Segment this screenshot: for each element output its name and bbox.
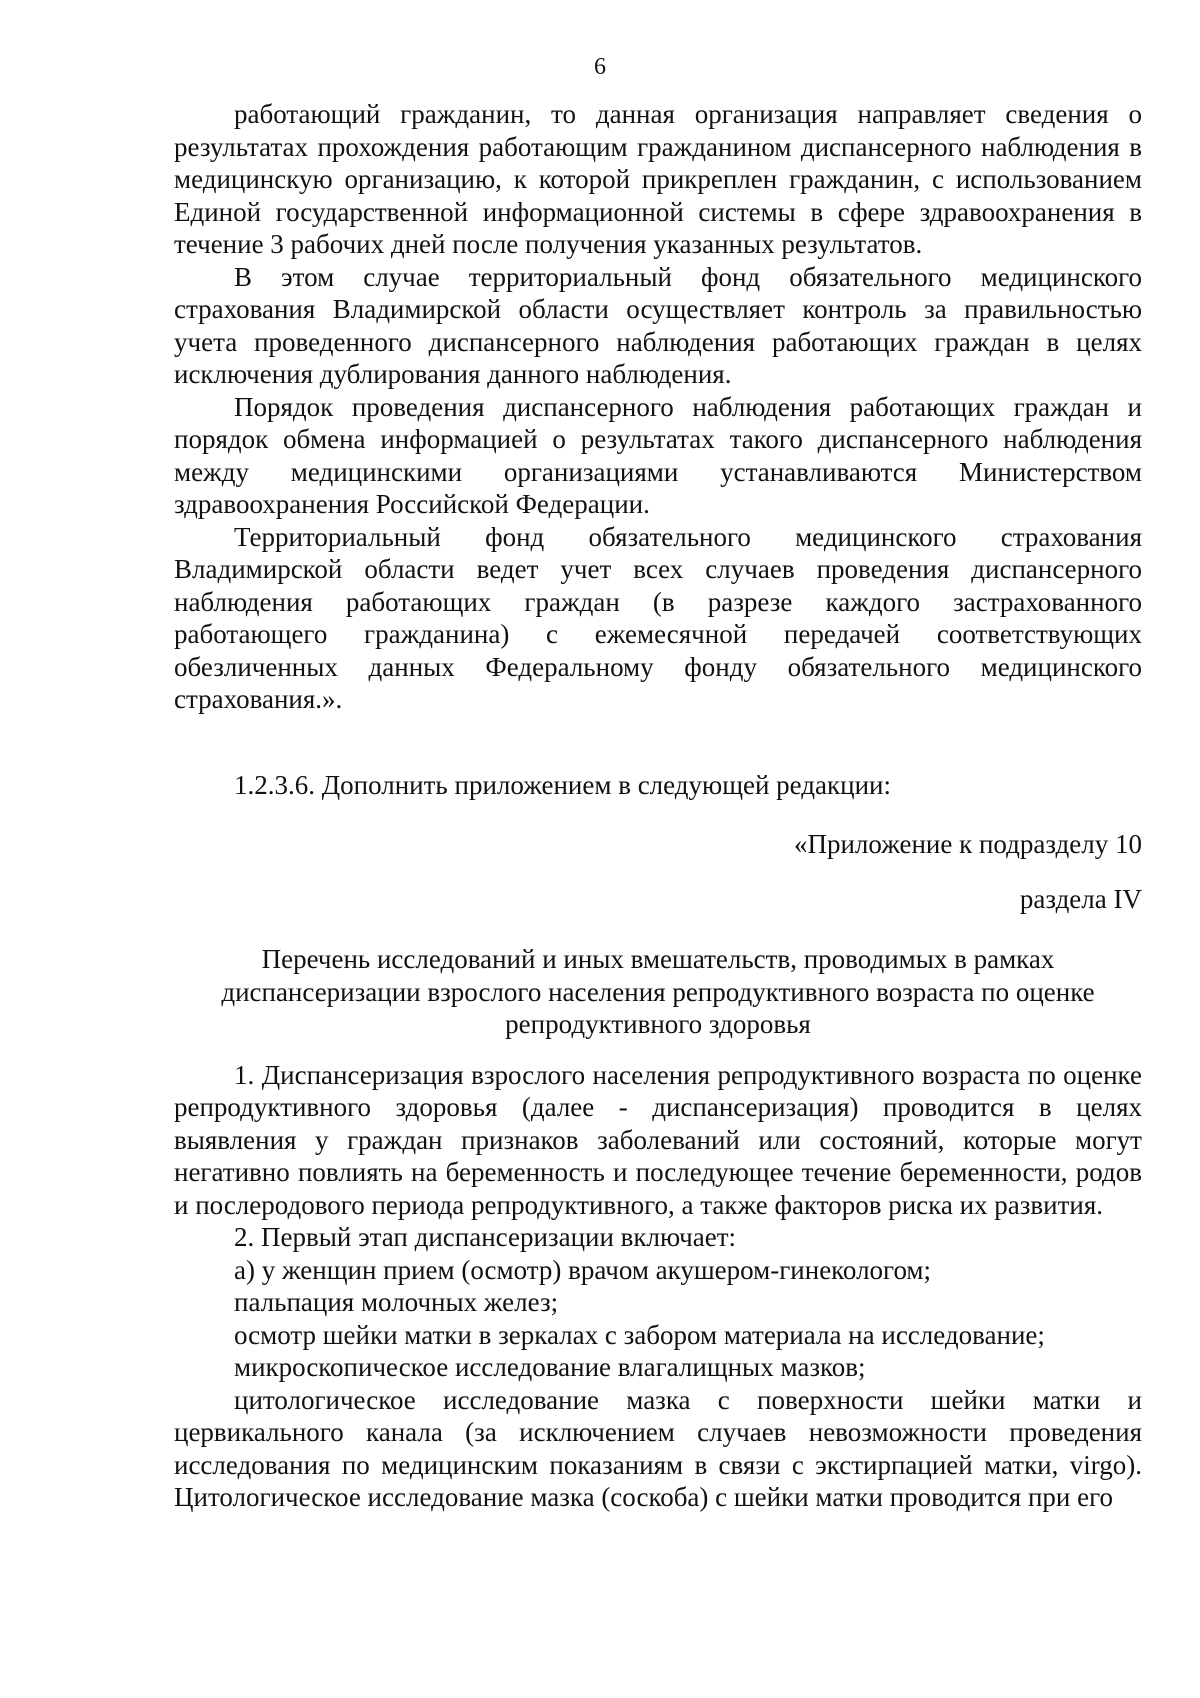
appendix-heading: Перечень исследований и иных вмешательств, проводимых в рамках диспансеризации взрослого населения репродуктивного возраста по оценке репродуктивного здоровья [221,944,1095,1039]
list-item: цитологическое исследование мазка с поверхности шейки матки и цервикального канала (за исключением случаев невозможности проведения исследования по медицинским показаниям в связи с экстирпацией матки, virgo). Цитологическое исследование мазка (соскоба) с шейки матки проводится при его [174,1384,1142,1512]
list-item: осмотр шейки матки в зеркалах с забором материала на исследование; [234,1319,1045,1350]
paragraph: 1. Диспансеризация взрослого населения репродуктивного возраста по оценке репродуктивного здоровья (далее - диспансеризация) проводится в целях выявления у граждан признаков заболеваний или состояний, которые могут негативно повлиять на беременность и последующее течение беременности, родов и послеродового периода репродуктивного, а также факторов риска их развития. [174,1059,1142,1220]
paragraph: работающий гражданин, то данная организация направляет сведения о результатах прохождения работающим гражданином диспансерного наблюдения в медицинскую организацию, к которой прикреплен гражданин, с использованием Единой государственной информационной системы в сфере здравоохранения в течение 3 рабочих дней после получения указанных результатов. [174,99,1142,259]
paragraph: Порядок проведения диспансерного наблюдения работающих граждан и порядок обмена информацией о результатах такого диспансерного наблюдения между медицинскими организациями устанавливаются Министерством здравоохранения Российской Федерации. [174,391,1142,519]
document-body [174,98,1142,1514]
list-item: пальпация молочных желез; [234,1287,559,1317]
paragraph: Территориальный фонд обязательного медицинского страхования Владимирской области ведет учет всех случаев проведения диспансерного наблюдения работающих граждан (в разрезе каждого застрахованного работающего гражданина) с ежемесячной передачей соответствующих обезличенных данных Федеральному фонду обязательного медицинского страхования.». [174,521,1142,714]
page-number: 6 [594,54,606,80]
paragraph: 2. Первый этап диспансеризации включает: [234,1222,736,1252]
paragraph: В этом случае территориальный фонд обязательного медицинского страхования Владимирской области осуществляет контроль за правильностью учета проведенного диспансерного наблюдения работающих граждан в целях исключения дублирования данного наблюдения. [174,261,1142,389]
amendment-clause: 1.2.3.6. Дополнить приложением в следующей редакции: [234,769,891,800]
list-item: микроскопическое исследование влагалищных мазков; [234,1352,866,1382]
appendix-reference-line-1: «Приложение к подразделу 10 [793,829,1142,859]
appendix-reference-line-2: раздела IV [1019,883,1142,914]
list-item: а) у женщин прием (осмотр) врачом акушером-гинекологом; [234,1254,932,1285]
